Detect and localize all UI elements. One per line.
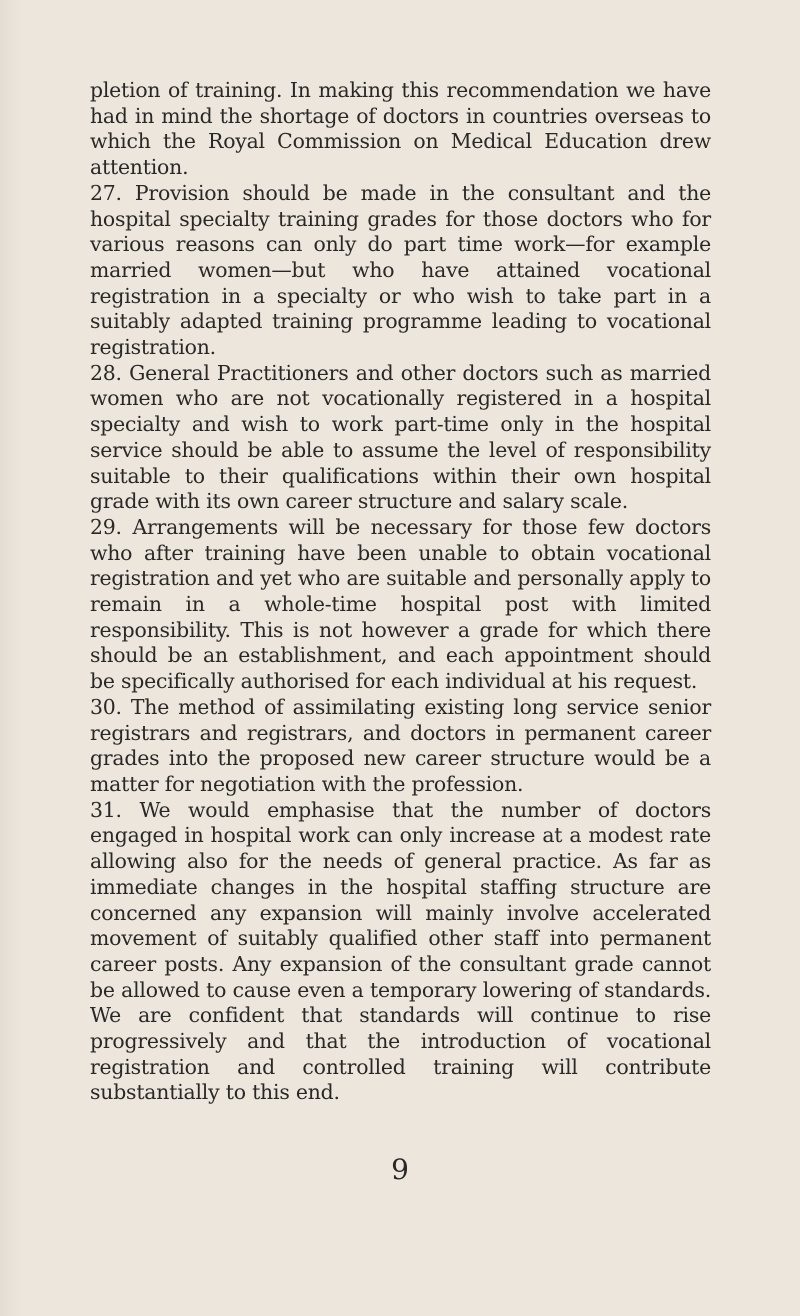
paragraph-27: 27. Provision should be made in the consultant and the hospital specialty training grades for those doctors who for various reasons can only do part time work—for example married women—but who have attained vocational registration in a specialty or who wish to take part in a suitably adapted training programme leading to vocational registration. <box>90 180 711 360</box>
body-text <box>90 78 711 1106</box>
paragraph-28: 28. General Practitioners and other doctors such as married women who are not vocationally registered in a hospital specialty and wish to work part-time only in the hospital service should be able to assume the level of responsibility suitable to their qualifications within their own hospital grade with its own career structure and salary scale. <box>90 360 711 514</box>
paragraph-continuation: pletion of training. In making this recommendation we have had in mind the shortage of doctors in countries overseas to which the Royal Commission on Medical Education drew attention. <box>90 78 711 180</box>
paragraph-29: 29. Arrangements will be necessary for those few doctors who after training have been unable to obtain vocational registration and yet who are suitable and personally apply to remain in a whole-time hospital post with limited responsibility. This is not however a grade for which there should be an establishment, and each appointment should be specifically authorised for each individual at his request. <box>90 514 711 694</box>
paragraph-30: 30. The method of assimilating existing long service senior registrars and registrars, and doctors in permanent career grades into the proposed new career structure would be a matter for negotiation with the profession. <box>90 694 711 796</box>
page-number: 9 <box>391 1153 409 1186</box>
paragraph-31: 31. We would emphasise that the number of doctors engaged in hospital work can only increase at a modest rate allowing also for the needs of general practice. As far as immediate changes in the hospital staffing structure are concerned any expansion will mainly involve accelerated movement of suitably qualified other staff into permanent career posts. Any expansion of the consultant grade cannot be allowed to cause even a temporary lowering of standards. We are confident that standards will continue to rise progressively and that the introduction of vocational registration and controlled training will contribute substantially to this end. <box>90 797 711 1105</box>
